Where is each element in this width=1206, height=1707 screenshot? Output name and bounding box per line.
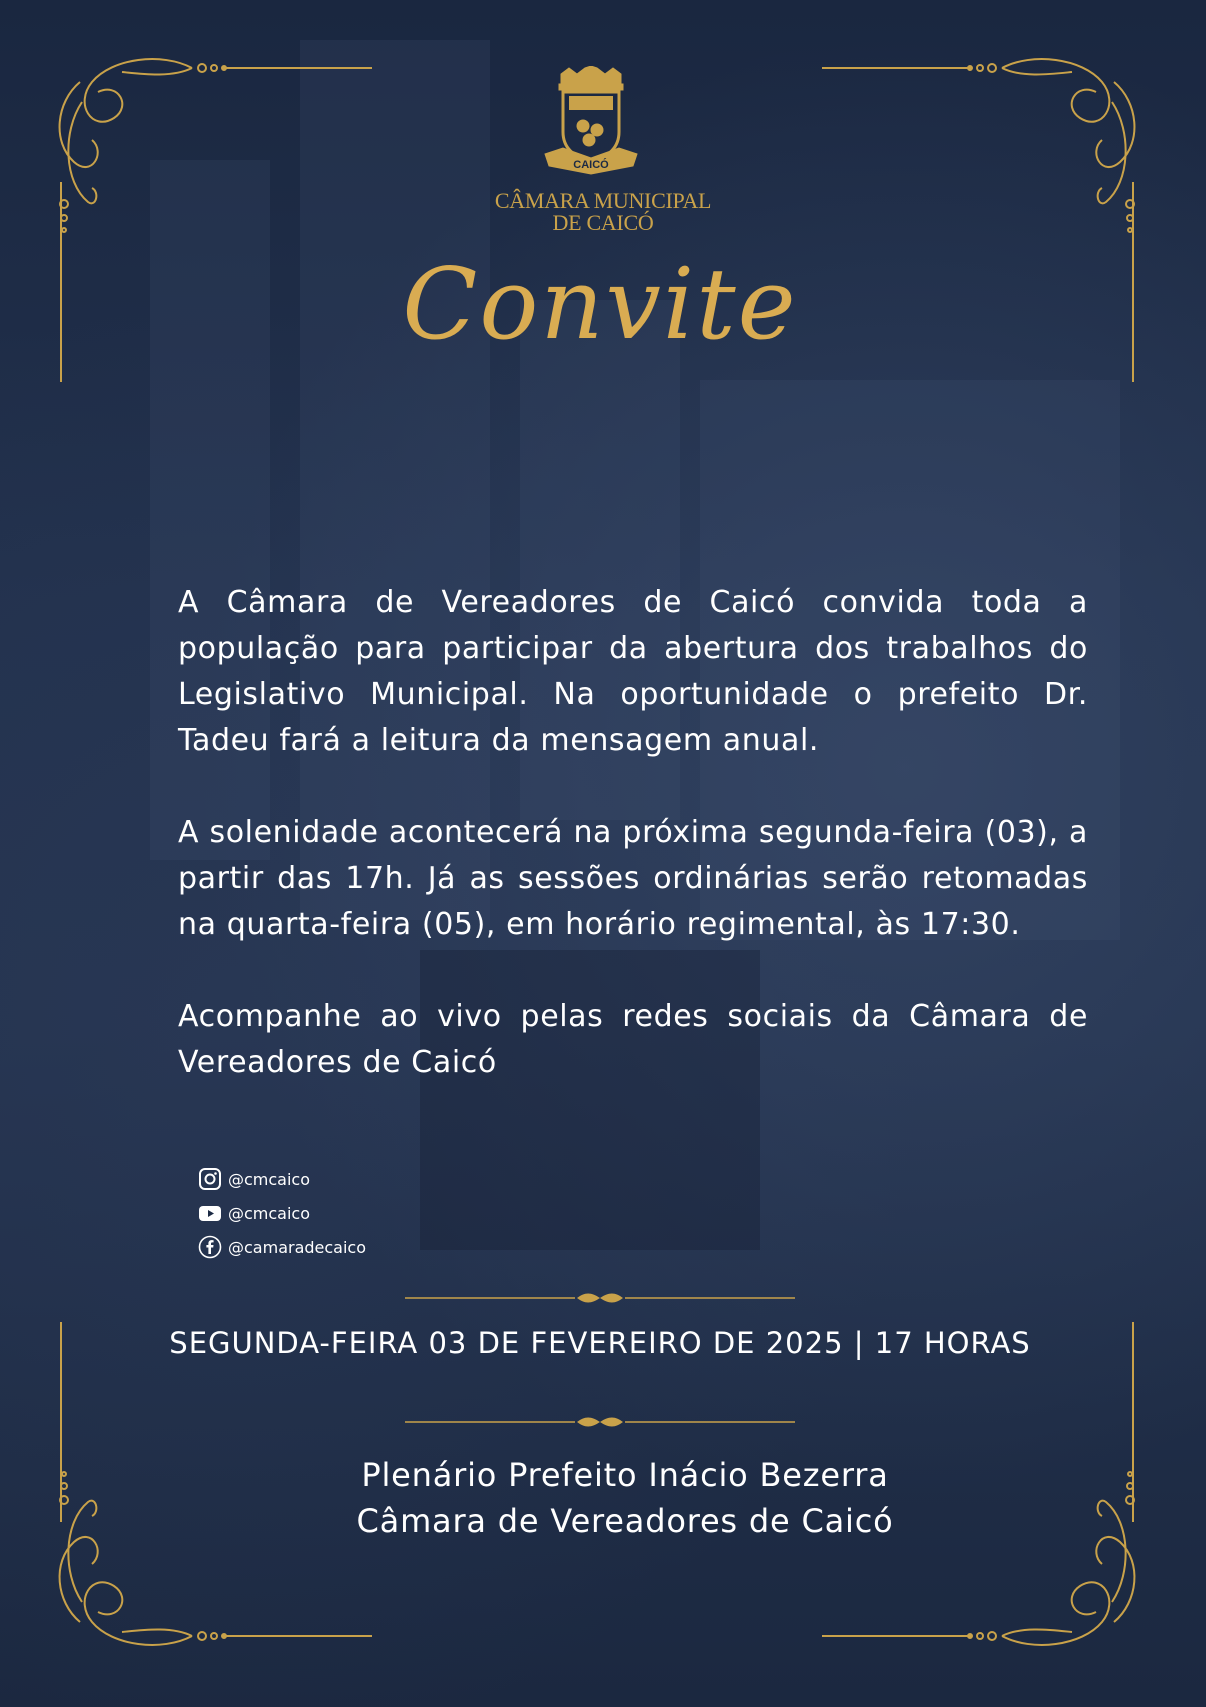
social-links bbox=[198, 1162, 366, 1264]
divider-bottom bbox=[405, 1414, 795, 1430]
facebook-icon bbox=[198, 1235, 222, 1259]
page-title: Convite bbox=[402, 248, 798, 362]
body-paragraph-2: A solenidade acontecerá na próxima segunda-feira (03), a partir das 17h. Já as sessões ordinárias serão retomadas na quarta-feira (05), em horário regimental, às 17:30. bbox=[178, 815, 1088, 942]
chamber-name bbox=[403, 190, 803, 234]
facebook-handle: @camaradecaico bbox=[228, 1237, 367, 1257]
social-instagram[interactable] bbox=[198, 1162, 366, 1196]
youtube-handle: @cmcaico bbox=[228, 1203, 311, 1223]
instagram-handle: @cmcaico bbox=[228, 1169, 311, 1189]
social-youtube[interactable] bbox=[198, 1196, 366, 1230]
divider-top bbox=[405, 1290, 795, 1306]
crest-label: CAICÓ bbox=[573, 159, 609, 171]
social-facebook[interactable] bbox=[198, 1230, 366, 1264]
body-paragraph-1: A Câmara de Vereadores de Caicó convida toda a população para participar da abertura dos trabalhos do Legislativo Municipal. Na oportunidade o prefeito Dr. Tadeu fará a leitura da mensagem anual. bbox=[178, 585, 1088, 758]
event-venue bbox=[300, 1452, 950, 1544]
event-date: SEGUNDA-FEIRA 03 DE FEVEREIRO DE 2025 | 17 HORAS bbox=[169, 1326, 1031, 1360]
venue-line1: Plenário Prefeito Inácio Bezerra bbox=[361, 1456, 889, 1494]
crest-logo bbox=[543, 66, 639, 178]
chamber-name-line2: DE CAICÓ bbox=[552, 210, 654, 235]
youtube-icon bbox=[198, 1201, 222, 1225]
corner-ornament-top-left bbox=[52, 52, 372, 382]
instagram-icon bbox=[198, 1167, 222, 1191]
corner-ornament-top-right bbox=[822, 52, 1142, 382]
chamber-name-line1: CÂMARA MUNICIPAL bbox=[494, 188, 712, 213]
venue-line2: Câmara de Vereadores de Caicó bbox=[356, 1502, 894, 1540]
body-paragraph-3: Acompanhe ao vivo pelas redes sociais da Câmara de Vereadores de Caicó bbox=[178, 999, 1088, 1080]
invitation-body bbox=[178, 580, 1088, 1132]
